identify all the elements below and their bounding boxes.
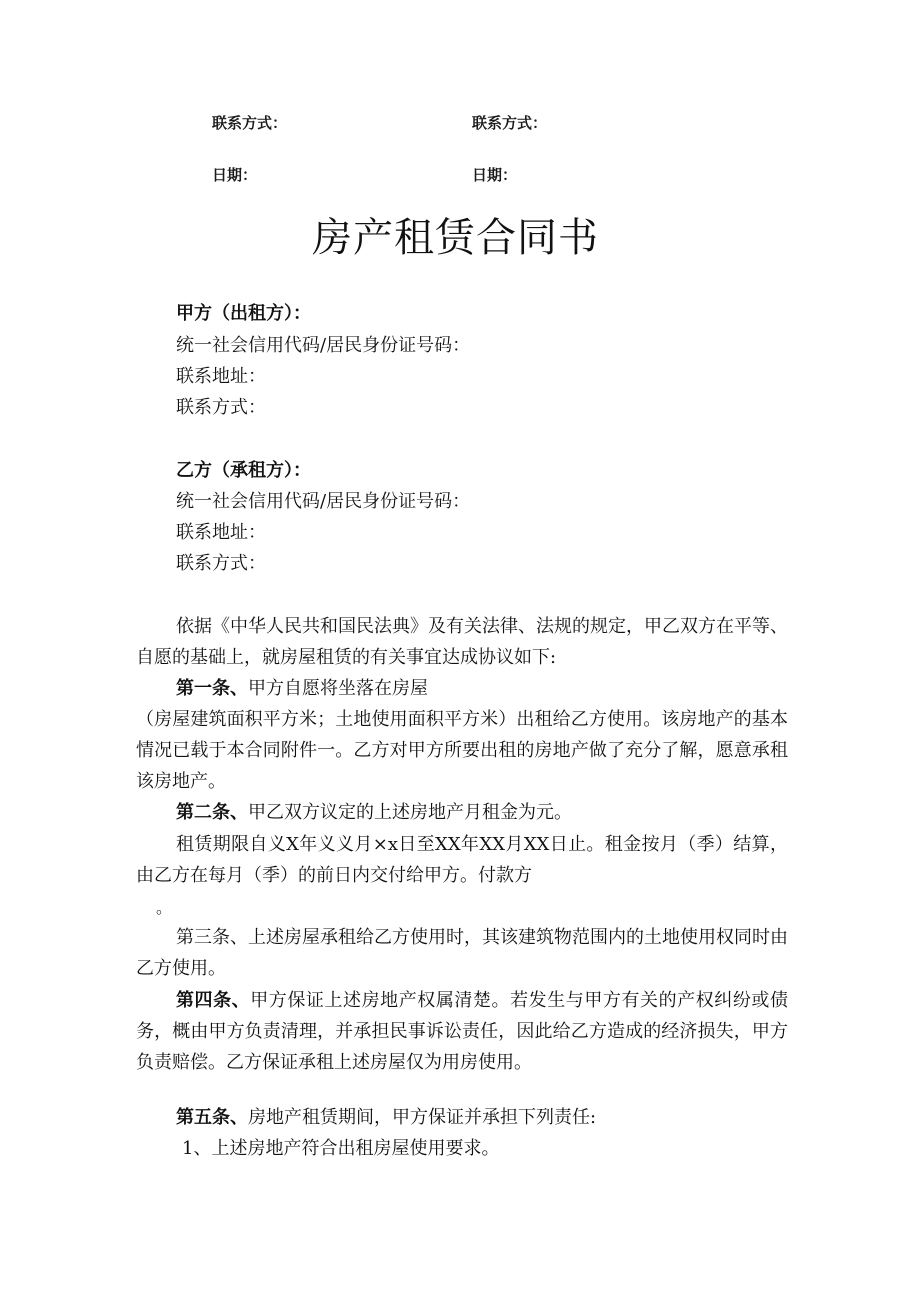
party-b-id-line: 统一社会信用代码/居民身份证号码： xyxy=(176,491,471,512)
intro-paragraph: 依据《中华人民共和国民法典》及有关法律、法规的规定，甲乙双方在平等、自愿的基础上，就房屋租赁的有关事宜达成协议如下: xyxy=(136,616,788,668)
article-4-text: 甲方保证上述房地产权属清楚。若发生与甲方有关的产权纠纷或债务，概由甲方负责清理，并承担民事诉讼责任，因此给乙方造成的经济损失，甲方负责赔偿。乙方保证承租上述房屋仅为用房使用。 xyxy=(136,990,788,1073)
party-a-address: 联系地址： xyxy=(176,366,266,387)
document-title: 房产租赁合同书 xyxy=(312,215,599,261)
article-1-body: （房屋建筑面积平方米；土地使用面积平方米）出租给乙方使用。该房地产的基本情况已载于本合同附件一。乙方对甲方所要出租的房地产做了充分了解，愿意承租该房地产。 xyxy=(136,709,788,792)
article-4-label: 第四条、 xyxy=(176,990,251,1011)
article-2-label: 第二条、 xyxy=(176,802,248,823)
party-a-date-label: 日期： xyxy=(212,166,258,184)
party-a-heading: 甲方（出租方）： xyxy=(176,303,311,324)
article-4-paragraph xyxy=(136,985,788,1078)
party-b-address: 联系地址： xyxy=(176,522,266,543)
party-a-contact-label: 联系方式： xyxy=(212,114,288,132)
party-b-contact-label: 联系方式： xyxy=(472,114,548,132)
article-1-lead: 甲方自愿将坐落在房屋 xyxy=(248,678,428,699)
article-5 xyxy=(176,1102,596,1133)
article-5-item-1: 1、上述房地产符合出租房屋使用要求。 xyxy=(182,1138,500,1159)
article-3-paragraph: 第三条、上述房屋承租给乙方使用时，其该建筑物范围内的土地使用权同时由乙方使用。 xyxy=(136,927,788,979)
lease-term-paragraph: 租赁期限自义X年义义月×x日至XX年XX月XX日止。租金按月（季）结算，由乙方在每月（季）的前日内交付给甲方。付款方 xyxy=(136,834,788,886)
party-a-contact: 联系方式： xyxy=(176,397,266,418)
article-1-label: 第一条、 xyxy=(176,678,248,699)
party-b-contact: 联系方式： xyxy=(176,553,266,574)
party-a-id-line: 统一社会信用代码/居民身份证号码： xyxy=(176,335,471,356)
party-b-date-label: 日期： xyxy=(472,166,518,184)
article-1-first-line xyxy=(176,673,428,704)
article-5-text: 房地产租赁期间，甲方保证并承担下列责任: xyxy=(248,1107,597,1128)
party-b-heading: 乙方（承租方）： xyxy=(176,460,311,481)
article-5-label: 第五条、 xyxy=(176,1107,248,1128)
article-2-text: 甲乙双方议定的上述房地产月租金为元。 xyxy=(248,802,572,823)
lease-term-tail: 。 xyxy=(156,898,173,917)
article-2 xyxy=(176,797,572,828)
